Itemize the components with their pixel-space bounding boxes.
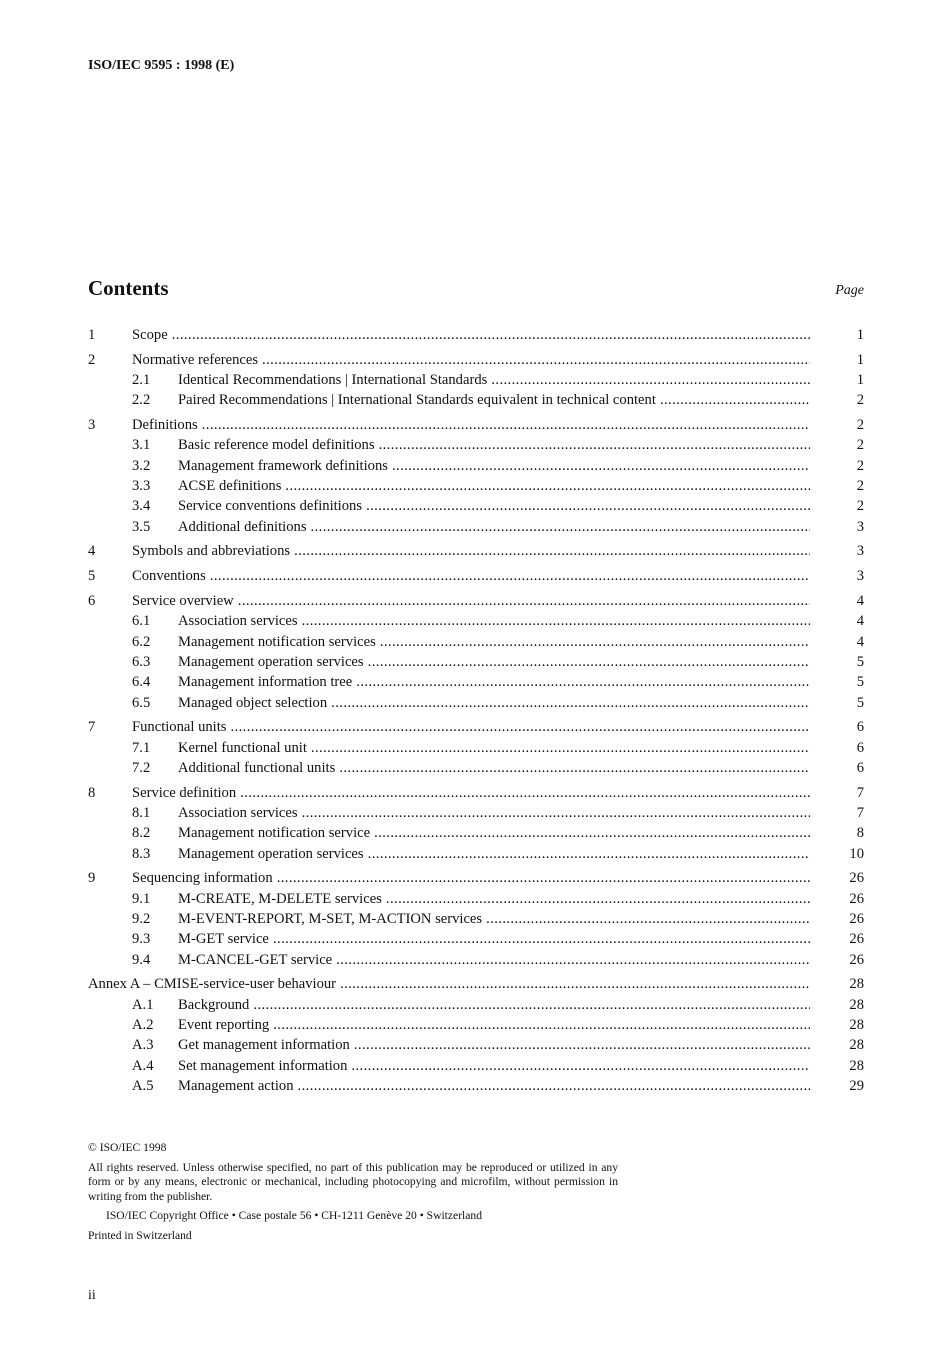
toc-entry-page: 1 xyxy=(856,327,864,343)
toc-entry[interactable] xyxy=(88,517,864,537)
toc-entry-page: 2 xyxy=(856,457,864,474)
table-of-contents xyxy=(88,325,864,1096)
toc-entry-page: 4 xyxy=(856,613,864,630)
toc-entry-number: 9.4 xyxy=(132,951,151,968)
toc-entry-page: 26 xyxy=(849,911,864,928)
toc-entry-number: 7.2 xyxy=(132,759,151,776)
toc-entry-title: Management information tree ..... xyxy=(178,672,810,692)
toc-entry[interactable] xyxy=(88,390,864,410)
toc-entry[interactable] xyxy=(88,1035,864,1055)
toc-entry-page: 5 xyxy=(856,653,864,670)
toc-entry-number: 9.3 xyxy=(132,931,151,948)
toc-entry[interactable] xyxy=(88,1076,864,1096)
toc-entry-page: 10 xyxy=(849,845,864,862)
toc-entry-title: Association services ..... xyxy=(178,611,810,631)
toc-entry-number: 7 xyxy=(88,719,96,736)
toc-entry-number: 6.3 xyxy=(132,653,151,670)
toc-entry[interactable] xyxy=(88,632,864,652)
toc-entry-title: Event reporting ..... xyxy=(178,1015,810,1035)
toc-entry-page: 2 xyxy=(856,437,864,454)
toc-entry-title: Additional functional units ..... xyxy=(178,758,810,778)
toc-entry[interactable] xyxy=(88,1015,864,1035)
toc-entry[interactable] xyxy=(88,783,864,803)
toc-entry[interactable] xyxy=(88,1056,864,1076)
toc-entry-title: M-EVENT-REPORT, M-SET, M-ACTION services ..... xyxy=(178,909,810,929)
toc-entry-number: 3.4 xyxy=(132,498,151,515)
toc-entry-number: 8 xyxy=(88,784,96,801)
toc-entry-page: 26 xyxy=(849,890,864,907)
toc-entry-page: 28 xyxy=(849,1017,864,1033)
toc-entry-number: 4 xyxy=(88,543,96,560)
toc-entry[interactable] xyxy=(88,350,864,370)
toc-entry-number: 5 xyxy=(88,568,96,585)
toc-entry-title: Service conventions definitions ..... xyxy=(178,496,810,516)
toc-entry-title: Management framework definitions ..... xyxy=(178,456,810,476)
toc-entry[interactable] xyxy=(88,496,864,516)
copyright-block xyxy=(88,1141,618,1244)
toc-entry-page: 1 xyxy=(856,372,864,389)
toc-entry-title: Paired Recommendations | International Standards equivalent in technical content ..... xyxy=(178,390,810,410)
toc-entry-title: Symbols and abbreviations ..... xyxy=(132,541,810,561)
toc-entry[interactable] xyxy=(88,541,864,561)
toc-entry-number: A.3 xyxy=(132,1037,154,1054)
toc-entry[interactable] xyxy=(88,456,864,476)
toc-entry[interactable] xyxy=(88,995,864,1015)
toc-entry[interactable] xyxy=(88,844,864,864)
toc-entry-number: 9.2 xyxy=(132,911,151,928)
toc-entry-page: 26 xyxy=(849,931,864,948)
toc-entry-title: M-CREATE, M-DELETE services ..... xyxy=(178,889,810,909)
toc-entry-number: 1 xyxy=(88,327,96,343)
toc-entry-page: 28 xyxy=(849,1057,864,1074)
toc-entry-page: 3 xyxy=(856,568,864,585)
toc-entry-title: Annex A – CMISE-service-user behaviour ..... xyxy=(88,974,810,994)
page-number: ii xyxy=(88,1288,96,1303)
toc-entry-title: Normative references ..... xyxy=(132,350,810,370)
toc-entry-number: 2.2 xyxy=(132,392,151,409)
toc-entry-number: 6.2 xyxy=(132,633,151,650)
toc-entry-title: Basic reference model definitions ..... xyxy=(178,435,810,455)
toc-entry-number: A.1 xyxy=(132,996,154,1013)
toc-entry[interactable] xyxy=(88,415,864,435)
toc-entry-page: 28 xyxy=(849,976,864,993)
toc-entry-number: 9.1 xyxy=(132,890,151,907)
toc-entry-number: 6.1 xyxy=(132,613,151,630)
toc-entry-title: Service definition ..... xyxy=(132,783,810,803)
toc-entry-title: ACSE definitions ..... xyxy=(178,476,810,496)
toc-entry[interactable] xyxy=(88,566,864,586)
toc-entry[interactable] xyxy=(88,868,864,888)
toc-entry-page: 6 xyxy=(856,759,864,776)
toc-entry-number: 3.3 xyxy=(132,478,151,495)
copyright-line: © ISO/IEC 1998 xyxy=(88,1141,167,1154)
printed-location: Printed in Switzerland xyxy=(88,1228,192,1242)
toc-entry-number: A.5 xyxy=(132,1077,154,1094)
toc-entry-page: 26 xyxy=(849,870,864,887)
toc-entry-title: Identical Recommendations | International Standards ..... xyxy=(178,370,810,390)
toc-entry-title: Management notification services ..... xyxy=(178,632,810,652)
toc-entry-page: 6 xyxy=(856,739,864,756)
toc-entry[interactable] xyxy=(88,476,864,496)
toc-entry-page: 29 xyxy=(849,1077,864,1094)
toc-entry-title: Management action ..... xyxy=(178,1076,810,1096)
toc-entry-number: A.2 xyxy=(132,1017,154,1033)
toc-entry-number: 3.1 xyxy=(132,437,151,454)
toc-entry-number: 6.5 xyxy=(132,694,151,711)
toc-entry-title: Association services ..... xyxy=(178,803,810,823)
toc-entry-title: M-GET service ..... xyxy=(178,929,810,949)
contents-title: Contents xyxy=(88,276,169,300)
toc-entry-title: Set management information ..... xyxy=(178,1056,810,1076)
page-column-label: Page xyxy=(835,283,864,298)
toc-entry-title: Background ..... xyxy=(178,995,810,1015)
toc-entry-title: Scope ..... xyxy=(132,325,810,345)
toc-entry-title: Functional units ..... xyxy=(132,717,810,737)
toc-entry[interactable] xyxy=(88,672,864,692)
toc-entry-page: 5 xyxy=(856,674,864,691)
toc-entry-number: 2.1 xyxy=(132,372,151,389)
toc-entry[interactable] xyxy=(88,717,864,737)
toc-entry-number: 7.1 xyxy=(132,739,151,756)
toc-entry[interactable] xyxy=(88,909,864,929)
toc-entry-title: Management operation services ..... xyxy=(178,652,810,672)
toc-entry[interactable] xyxy=(88,803,864,823)
toc-entry-page: 5 xyxy=(856,694,864,711)
toc-entry-title: M-CANCEL-GET service ..... xyxy=(178,950,810,970)
toc-entry-title: Kernel functional unit ..... xyxy=(178,738,810,758)
toc-entry-page: 6 xyxy=(856,719,864,736)
toc-entry-title: Conventions ..... xyxy=(132,566,810,586)
toc-entry-page: 2 xyxy=(856,417,864,434)
toc-entry-number: 3 xyxy=(88,417,96,434)
toc-entry[interactable] xyxy=(88,929,864,949)
copyright-notice: All rights reserved. Unless otherwise specified, no part of this publication may be reproduced or utilized in any form or by any means, electronic or mechanical, including photocopying and microfilm, without permission in writing from the publisher. xyxy=(88,1160,618,1203)
toc-entry[interactable] xyxy=(88,611,864,631)
toc-entry-page: 2 xyxy=(856,392,864,409)
toc-entry[interactable] xyxy=(88,889,864,909)
toc-entry-page: 26 xyxy=(849,951,864,968)
toc-entry-page: 7 xyxy=(856,805,864,822)
toc-entry[interactable] xyxy=(88,738,864,758)
toc-entry[interactable] xyxy=(88,693,864,713)
toc-entry-page: 2 xyxy=(856,478,864,495)
toc-entry-number: 8.2 xyxy=(132,825,151,842)
toc-entry-title: Definitions ..... xyxy=(132,415,810,435)
toc-entry-title: Get management information ..... xyxy=(178,1035,810,1055)
toc-entry[interactable] xyxy=(88,591,864,611)
toc-entry-page: 3 xyxy=(856,543,864,560)
toc-entry-title: Sequencing information ..... xyxy=(132,868,810,888)
toc-entry-number: 3.2 xyxy=(132,457,151,474)
toc-entry[interactable] xyxy=(88,435,864,455)
toc-entry-title: Management operation services ..... xyxy=(178,844,810,864)
toc-entry-number: 6.4 xyxy=(132,674,151,691)
toc-entry-number: 8.3 xyxy=(132,845,151,862)
toc-entry-page: 28 xyxy=(849,1037,864,1054)
copyright-office: ISO/IEC Copyright Office • Case postale 56 • CH-1211 Genève 20 • Switzerland xyxy=(106,1209,483,1223)
toc-entry[interactable] xyxy=(88,652,864,672)
toc-entry-number: 9 xyxy=(88,870,96,887)
toc-entry-page: 1 xyxy=(856,351,864,368)
toc-entry-title: Additional definitions ..... xyxy=(178,517,810,537)
toc-entry-title: Management notification service ..... xyxy=(178,823,810,843)
toc-entry[interactable] xyxy=(88,823,864,843)
toc-entry[interactable] xyxy=(88,758,864,778)
toc-entry[interactable] xyxy=(88,325,864,345)
toc-entry-page: 2 xyxy=(856,498,864,515)
toc-entry-page: 4 xyxy=(856,633,864,650)
toc-entry-number: 8.1 xyxy=(132,805,151,822)
toc-entry-page: 4 xyxy=(856,593,864,610)
toc-entry-number: 2 xyxy=(88,351,96,368)
toc-entry[interactable] xyxy=(88,974,864,994)
toc-entry-page: 7 xyxy=(856,784,864,801)
toc-entry-number: 3.5 xyxy=(132,518,151,535)
toc-entry-title: Service overview ..... xyxy=(132,591,810,611)
toc-entry[interactable] xyxy=(88,950,864,970)
toc-entry-title: Managed object selection ..... xyxy=(178,693,810,713)
toc-entry-page: 8 xyxy=(856,825,864,842)
document-header: ISO/IEC 9595 : 1998 (E) xyxy=(88,58,235,73)
toc-entry[interactable] xyxy=(88,370,864,390)
toc-entry-page: 3 xyxy=(856,518,864,535)
toc-entry-page: 28 xyxy=(849,996,864,1013)
toc-entry-number: A.4 xyxy=(132,1057,154,1074)
toc-entry-number: 6 xyxy=(88,593,96,610)
